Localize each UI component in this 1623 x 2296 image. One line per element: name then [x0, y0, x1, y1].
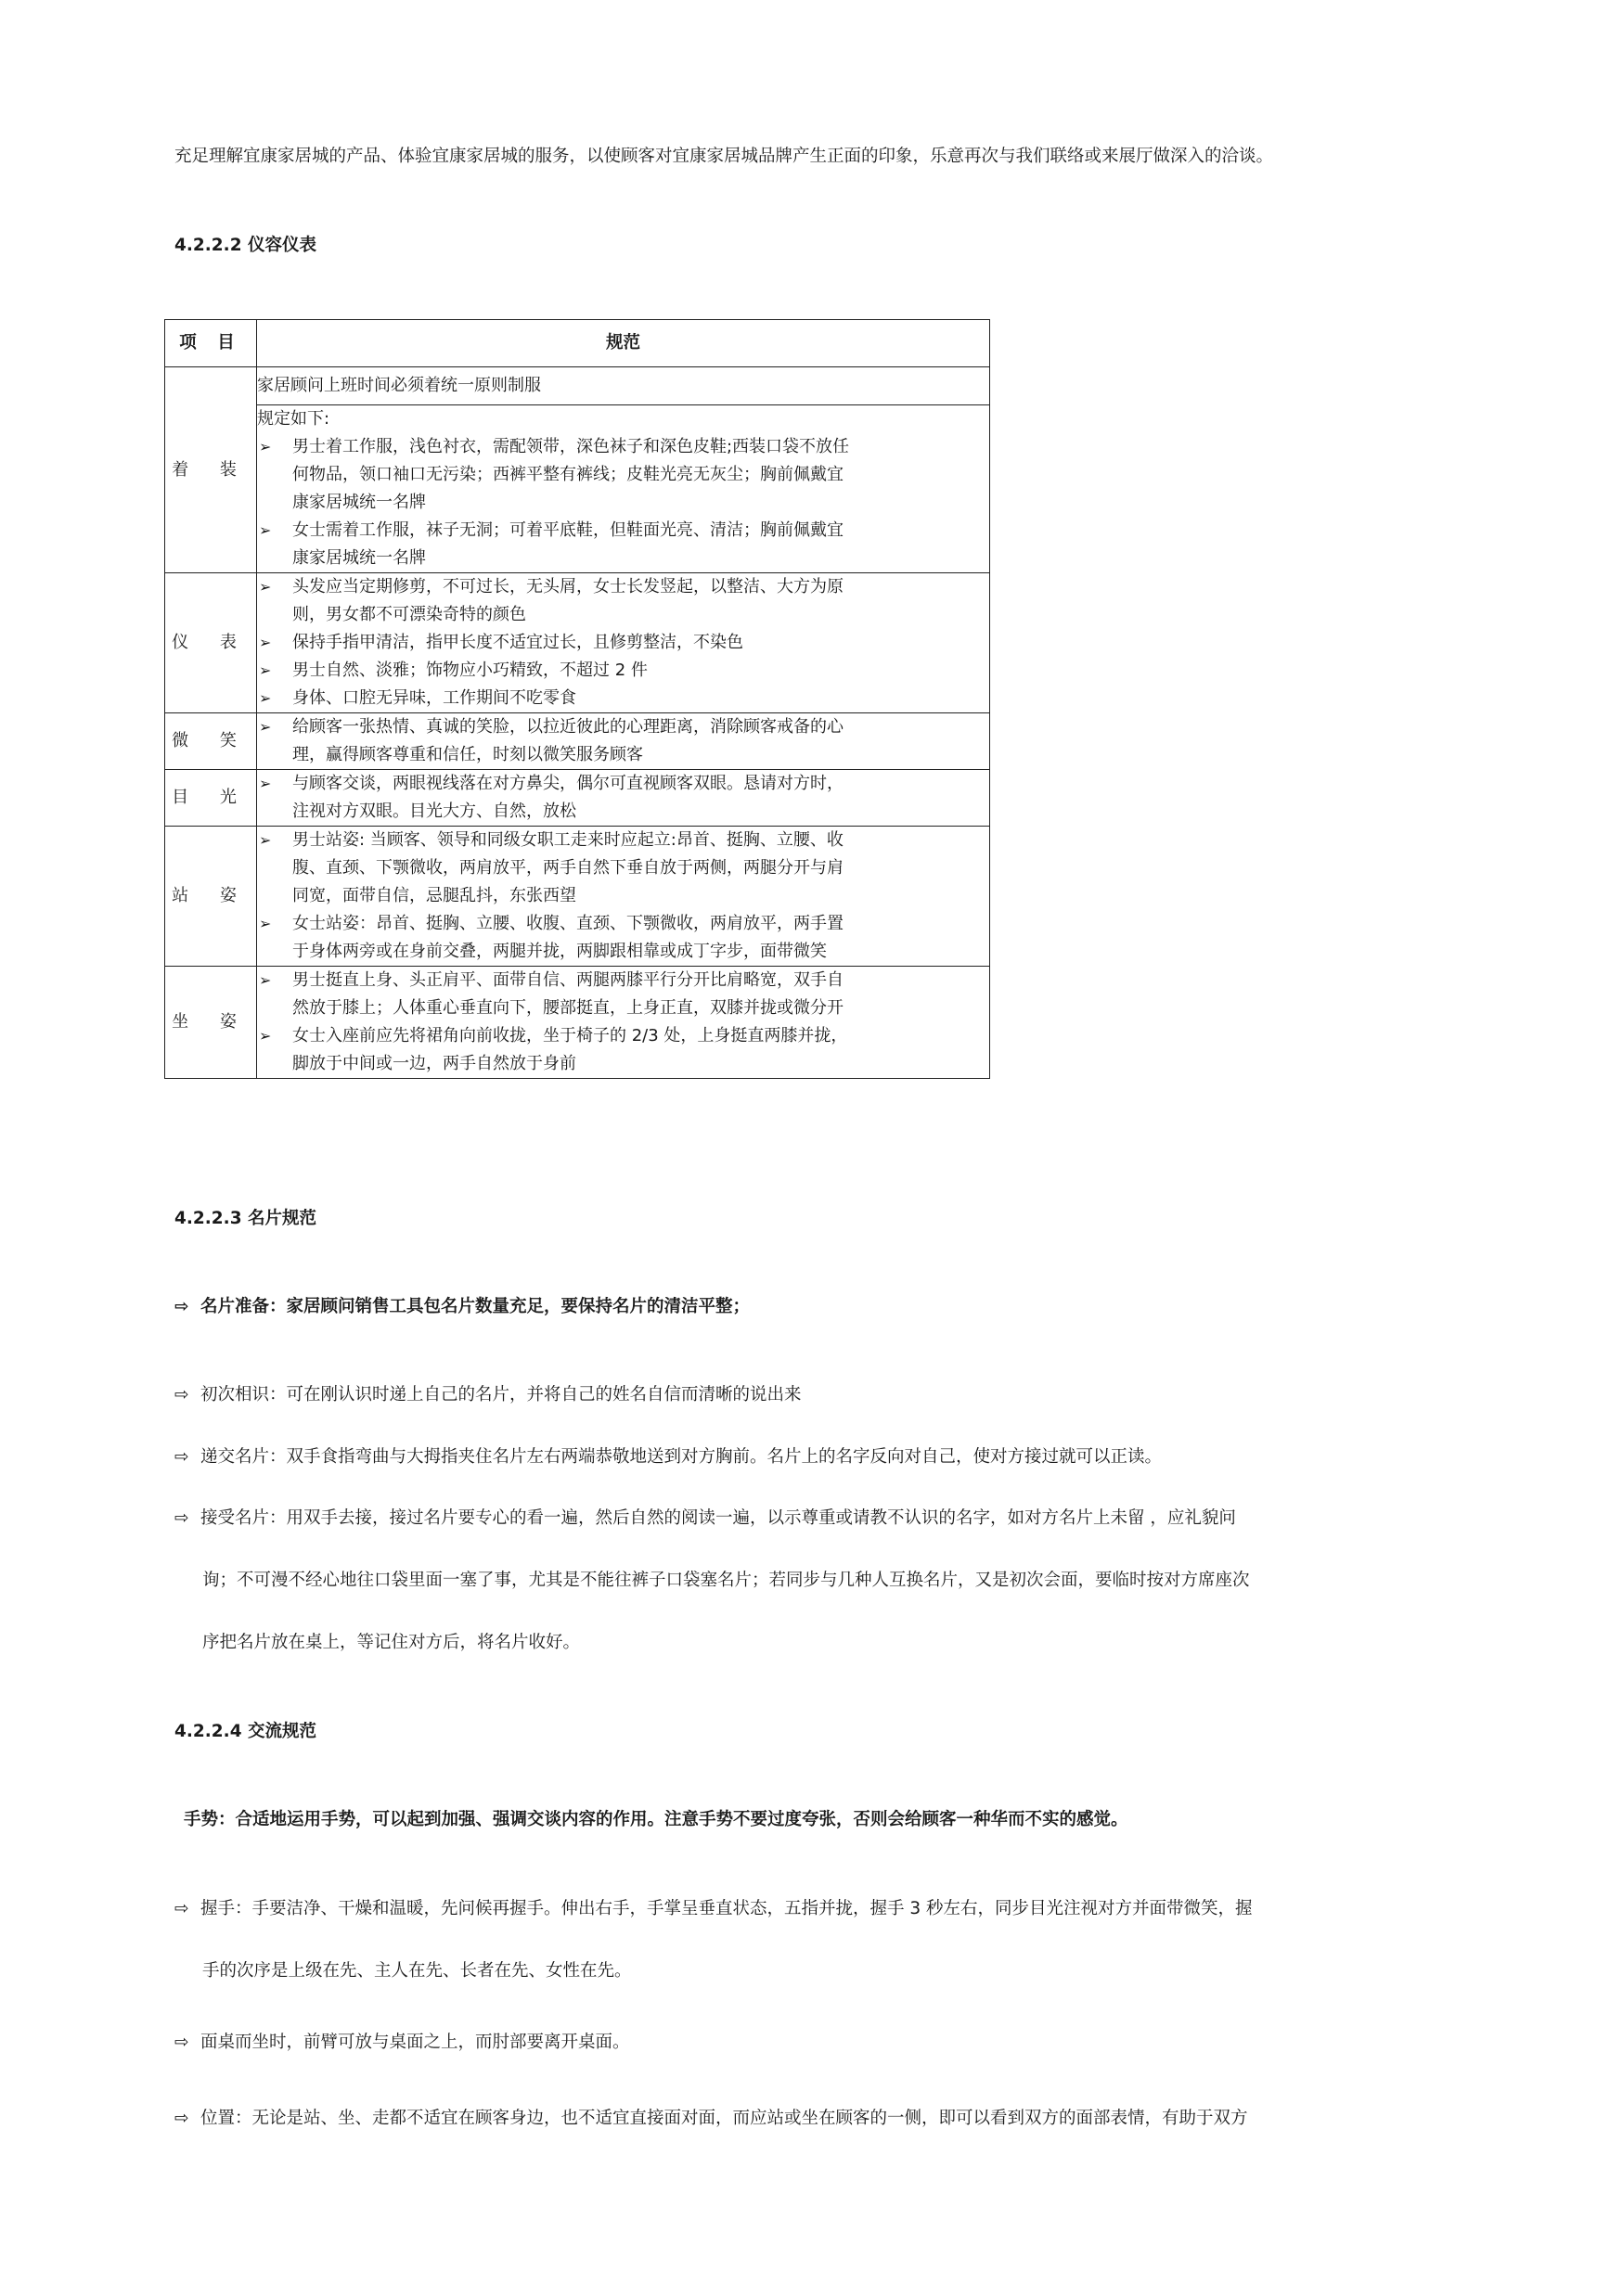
rule-bullet-text: 康家居城统一名牌 — [292, 548, 426, 568]
list-item-text: 递交名片：双手食指弯曲与大拇指夹住名片左右两端恭敬地送到对方胸前。名片上的名字反向对自己，使对方接过就可以正读。 — [200, 1447, 1163, 1467]
row-rule-cell — [257, 367, 990, 405]
outline-arrow-icon: ⇨ — [174, 2109, 189, 2128]
rule-bullet-text: 男士站姿: 当顾客、领导和同级女职工走来时应起立:昂首、挺胸、立腰、收 — [292, 830, 844, 850]
table-row — [165, 573, 990, 713]
row-rule-cell — [257, 827, 990, 967]
list-item — [174, 2108, 1248, 2130]
row-item-label: 坐 姿 — [165, 967, 257, 1079]
rule-text: 规定如下: — [257, 409, 330, 429]
list-item-text: 面桌而坐时，前臂可放与桌面之上，而肘部要离开桌面。 — [200, 2033, 630, 2052]
list-item — [174, 1507, 1236, 1530]
list-item — [174, 2032, 630, 2054]
rule-bullet-text: 男士自然、淡雅；饰物应小巧精致，不超过 2 件 — [292, 661, 648, 680]
section-heading-appearance: 4.2.2.2 仪容仪表 — [174, 236, 317, 255]
list-item — [174, 1898, 1253, 1920]
rule-bullet-continuation — [257, 882, 989, 910]
list-item-continuation: 手的次序是上级在先、主人在先、长者在先、女性在先。 — [202, 1961, 632, 1981]
rule-bullet-text: 与顾客交谈，两眼视线落在对方鼻尖，偶尔可直视顾客双眼。恳请对方时， — [292, 774, 844, 793]
outline-arrow-icon: ⇨ — [174, 1508, 189, 1528]
arrowhead-bullet-icon: ➢ — [259, 438, 272, 455]
rule-bullet-item — [257, 713, 989, 741]
rule-bullet-text: 身体、口腔无异味，工作期间不吃零食 — [292, 688, 576, 708]
section-heading-comm: 4.2.2.4 交流规范 — [174, 1722, 317, 1741]
arrowhead-bullet-icon: ➢ — [259, 831, 272, 849]
rule-list — [257, 573, 989, 712]
section-heading-card: 4.2.2.3 名片规范 — [174, 1209, 317, 1228]
row-item-label: 着 装 — [165, 367, 257, 573]
rule-bullet-text: 女士入座前应先将裙角向前收拢，坐于椅子的 2/3 处，上身挺直两膝并拢， — [292, 1026, 848, 1045]
rule-bullet-text: 康家居城统一名牌 — [292, 493, 426, 512]
rule-bullet-item — [257, 573, 989, 601]
rule-bullet-continuation — [257, 601, 989, 629]
list-item-text: 握手：手要洁净、干燥和温暖，先问候再握手。伸出右手，手掌呈垂直状态，五指并拢，握手 3 秒左右，同步目光注视对方并面带微笑，握 — [200, 1899, 1253, 1918]
table-row — [165, 967, 990, 1079]
row-rule-cell — [257, 770, 990, 827]
rule-bullet-text: 何物品，领口袖口无污染；西裤平整有裤线；皮鞋光亮无灰尘；胸前佩戴宜 — [292, 465, 844, 484]
rule-list — [257, 713, 989, 769]
intro-paragraph: 充足理解宜康家居城的产品、体验宜康家居城的服务，以使顾客对宜康家居城品牌产生正面的印象，乐意再次与我们联络或来展厅做深入的洽谈。 — [174, 147, 1274, 166]
rule-list — [257, 433, 989, 572]
arrowhead-bullet-icon: ➢ — [259, 689, 272, 707]
table-row — [165, 770, 990, 827]
list-item — [174, 1446, 1162, 1469]
rule-bullet-text: 男士着工作服，浅色衬衣，需配领带，深色袜子和深色皮鞋;西装口袋不放任 — [292, 437, 850, 456]
rule-bullet-text: 女士站姿：昂首、挺胸、立腰、收腹、直颈、下颚微收，两肩放平，两手置 — [292, 914, 844, 933]
rule-bullet-continuation — [257, 938, 989, 966]
table-row — [165, 827, 990, 967]
list-item-text: 接受名片：用双手去接，接过名片要专心的看一遍，然后自然的阅读一遍，以示尊重或请教不认识的名字，如对方名片上未留 ，应礼貌问 — [200, 1508, 1236, 1528]
rule-bullet-item — [257, 827, 989, 854]
rule-bullet-text: 注视对方双眼。目光大方、自然，放松 — [292, 802, 576, 821]
list-item-continuation: 询；不可漫不经心地往口袋里面一塞了事，尤其是不能往裤子口袋塞名片；若同步与几种人互换名片，又是初次会面，要临时按对方席座次 — [202, 1571, 1250, 1590]
row-rule-cell — [257, 405, 990, 573]
arrowhead-bullet-icon: ➢ — [259, 578, 272, 596]
rule-bullet-text: 女士需着工作服，袜子无洞；可着平底鞋，但鞋面光亮、清洁；胸前佩戴宜 — [292, 520, 844, 540]
list-item — [174, 1384, 802, 1406]
outline-arrow-icon: ⇨ — [174, 2033, 189, 2052]
gesture-line: 手势：合适地运用手势，可以起到加强、强调交谈内容的作用。注意手势不要过度夸张，否则会给顾客一种华而不实的感觉。 — [184, 1810, 1128, 1829]
rule-bullet-text: 则，男女都不可漂染奇特的颜色 — [292, 605, 526, 624]
rule-bullet-continuation — [257, 994, 989, 1022]
rule-list — [257, 827, 989, 966]
header-rule: 规范 — [257, 320, 990, 367]
rule-list — [257, 967, 989, 1078]
rule-bullet-item — [257, 910, 989, 938]
rule-bullet-text: 保持手指甲清洁，指甲长度不适宜过长，且修剪整洁，不染色 — [292, 633, 743, 652]
rule-bullet-item — [257, 1022, 989, 1050]
header-item: 项 目 — [165, 320, 257, 367]
table-row — [165, 367, 990, 405]
card-prep-item — [174, 1296, 750, 1318]
arrowhead-bullet-icon: ➢ — [259, 915, 272, 932]
outline-arrow-icon: ⇨ — [174, 1899, 189, 1918]
outline-arrow-icon: ⇨ — [174, 1385, 189, 1405]
outline-arrow-icon: ⇨ — [174, 1447, 189, 1467]
list-item-continuation: 序把名片放在桌上，等记住对方后，将名片收好。 — [202, 1633, 581, 1652]
appearance-spec-table — [164, 319, 990, 1079]
row-item-label: 微 笑 — [165, 713, 257, 770]
rule-bullet-continuation — [257, 854, 989, 882]
table-header-row — [165, 320, 990, 367]
row-item-label: 目 光 — [165, 770, 257, 827]
row-rule-cell — [257, 573, 990, 713]
list-item-text: 初次相识：可在刚认识时递上自己的名片，并将自己的姓名自信而清晰的说出来 — [200, 1385, 802, 1405]
arrowhead-bullet-icon: ➢ — [259, 971, 272, 989]
rule-bullet-text: 同宽，面带自信，忌腿乱抖，东张西望 — [292, 886, 576, 905]
rule-bullet-text: 头发应当定期修剪，不可过长，无头屑，女士长发竖起，以整洁、大方为原 — [292, 577, 844, 596]
rule-bullet-item — [257, 433, 989, 461]
row-rule-cell — [257, 967, 990, 1079]
rule-bullet-continuation — [257, 461, 989, 489]
rule-bullet-continuation — [257, 798, 989, 826]
rule-bullet-continuation — [257, 545, 989, 572]
arrowhead-bullet-icon: ➢ — [259, 661, 272, 679]
rule-bullet-item — [257, 629, 989, 657]
list-item-text: 位置：无论是站、坐、走都不适宜在顾客身边，也不适宜直接面对面，而应站或坐在顾客的一侧，即可以看到双方的面部表情，有助于双方 — [200, 2109, 1248, 2128]
row-rule-cell — [257, 713, 990, 770]
rule-bullet-text: 脚放于中间或一边，两手自然放于身前 — [292, 1054, 576, 1073]
rule-bullet-continuation — [257, 741, 989, 769]
rule-bullet-text: 理，赢得顾客尊重和信任，时刻以微笑服务顾客 — [292, 745, 643, 764]
rule-bullet-item — [257, 770, 989, 798]
arrowhead-bullet-icon: ➢ — [259, 634, 272, 651]
arrowhead-bullet-icon: ➢ — [259, 521, 272, 539]
rule-bullet-text: 腹、直颈、下颚微收，两肩放平，两手自然下垂自放于两侧，两腿分开与肩 — [292, 858, 844, 878]
arrowhead-bullet-icon: ➢ — [259, 775, 272, 792]
rule-bullet-text: 男士挺直上身、头正肩平、面带自信、两腿两膝平行分开比肩略宽，双手自 — [292, 970, 844, 990]
row-item-label: 仪 表 — [165, 573, 257, 713]
outline-arrow-icon: ⇨ — [174, 1297, 189, 1316]
table-row — [165, 405, 990, 573]
arrowhead-bullet-icon: ➢ — [259, 718, 272, 736]
rule-bullet-item — [257, 967, 989, 994]
row-item-label: 站 姿 — [165, 827, 257, 967]
rule-bullet-item — [257, 517, 989, 545]
rule-bullet-text: 然放于膝上；人体重心垂直向下，腰部挺直，上身正直，双膝并拢或微分开 — [292, 998, 844, 1018]
rule-bullet-continuation — [257, 489, 989, 517]
rule-bullet-continuation — [257, 1050, 989, 1078]
card-prep-text: 名片准备：家居顾问销售工具包名片数量充足，要保持名片的清洁平整； — [200, 1297, 751, 1316]
table-row — [165, 713, 990, 770]
rule-bullet-item — [257, 657, 989, 685]
rule-text: 家居顾问上班时间必须着统一原则制服 — [257, 376, 541, 395]
arrowhead-bullet-icon: ➢ — [259, 1027, 272, 1045]
rule-bullet-text: 于身体两旁或在身前交叠，两腿并拢，两脚跟相靠或成丁字步，面带微笑 — [292, 942, 827, 961]
rule-bullet-item — [257, 685, 989, 712]
rule-list — [257, 770, 989, 826]
rule-bullet-text: 给顾客一张热情、真诚的笑脸，以拉近彼此的心理距离，消除顾客戒备的心 — [292, 717, 844, 737]
